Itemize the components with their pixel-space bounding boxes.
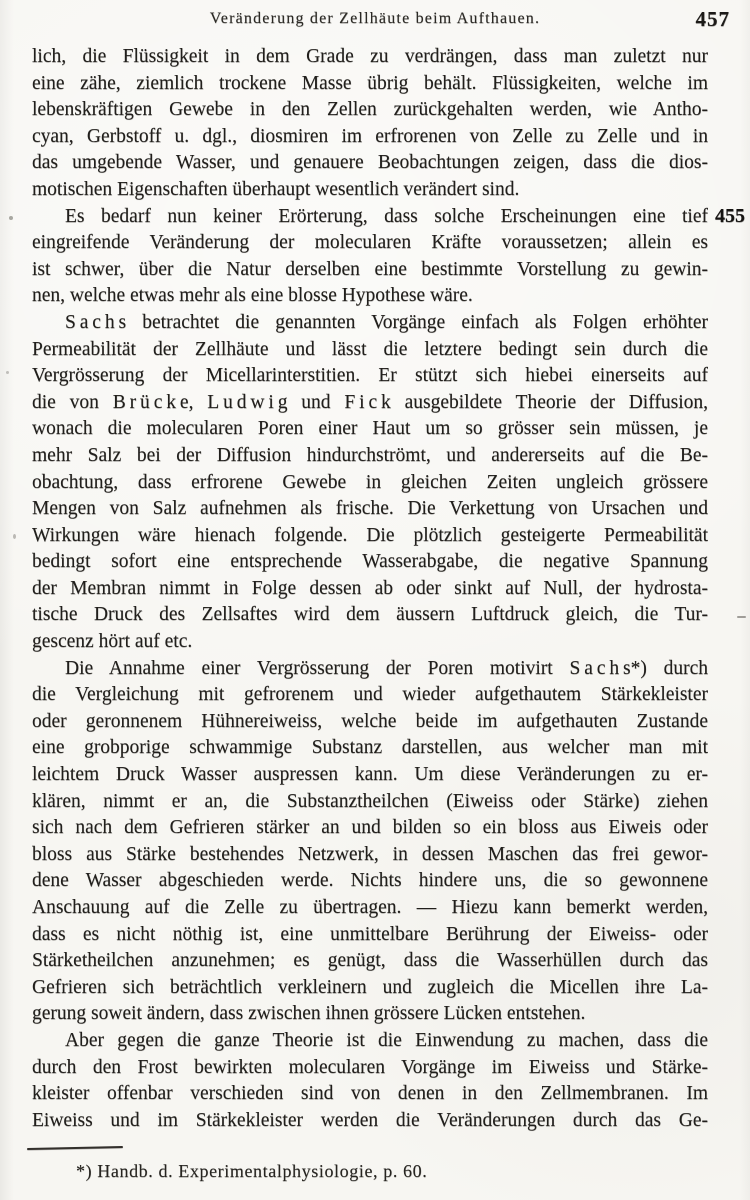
text-line: dene Wasser abgeschieden werde. Nichts hindere uns, die so gewonnene [32, 870, 708, 892]
scan-speck [13, 534, 16, 539]
text-line: mehr Salz bei der Diffusion hindurchströmt, und andererseits auf die Be- [32, 444, 708, 466]
text-line: lebenskräftigen Gewebe in den Zellen zurückgehalten werden, wie Antho- [32, 99, 708, 121]
text-line: lich, die Flüssigkeit in dem Grade zu verdrängen, dass man zuletzt nur [32, 46, 708, 67]
margin-page-ref: 455 [715, 205, 745, 227]
text-line: Eiweiss und im Stärkekleister werden die Veränderungen durch das Ge- [32, 1109, 708, 1131]
scan-speck [6, 371, 9, 374]
text-line: die Vergleichung mit gefrorenem und wieder aufgethautem Stärkekleister [32, 684, 708, 706]
text-line: die von B r ü c k e, L u d w i g und F i c k ausgebildete Theorie der Diffusion, [32, 391, 708, 413]
text-line: eine grobporige schwammige Substanz darstellen, aus welcher man mit [32, 737, 708, 759]
scan-speck [737, 616, 746, 618]
text-line: durch den Frost bewirkten molecularen Vorgänge im Eiweiss und Stärke- [32, 1056, 708, 1078]
text-line: tische Druck des Zellsaftes wird dem äussern Luftdruck gleich, die Tur- [32, 604, 708, 626]
text-line: S a c h s betrachtet die genannten Vorgänge einfach als Folgen erhöhter [65, 311, 708, 333]
text-line: eine zähe, ziemlich trockene Masse übrig behält. Flüssigkeiten, welche im [32, 72, 708, 94]
text-line: Mengen von Salz aufnehmen als frische. Die Verkettung von Ursachen und [32, 498, 708, 520]
text-line: wonach die molecularen Poren einer Haut um so grösser sein müssen, je [32, 418, 708, 440]
footnote-rule [27, 1146, 123, 1150]
footnote-text: *) Handb. d. Experimentalphysiologie, p. 60. [76, 1161, 428, 1181]
text-line: bloss aus Stärke bestehendes Netzwerk, in dessen Maschen das frei gewor- [32, 843, 708, 865]
text-line: eingreifende Veränderung der molecularen Kräfte voraussetzen; allein es [32, 232, 708, 254]
text-line: cyan, Gerbstoff u. dgl., diosmiren im erfrorenen von Zelle zu Zelle und in [32, 125, 708, 147]
text-line: obachtung, dass erfrorene Gewebe in gleichen Zeiten ungleich grössere [32, 471, 708, 493]
text-line: Es bedarf nun keiner Erörterung, dass solche Erscheinungen eine tief [65, 205, 708, 227]
text-line: bedingt sofort eine entsprechende Wasserabgabe, die negative Spannung [32, 551, 708, 573]
text-line: Die Annahme einer Vergrösserung der Poren motivirt S a c h s*) durch [65, 657, 708, 679]
text-line: Anschauung auf die Zelle zu übertragen. — Hiezu kann bemerkt werden, [32, 897, 708, 918]
page-header [0, 7, 750, 37]
text-line: leichtem Druck Wasser auspressen kann. Um diese Veränderungen zu er- [32, 764, 708, 786]
text-line: Stärketheilchen anzunehmen; es genügt, dass die Wasserhüllen durch das [32, 950, 708, 972]
text-line: ist schwer, über die Natur derselben eine bestimmte Vorstellung zu gewin- [32, 258, 708, 280]
body-text [32, 44, 708, 1134]
text-line: Gefrieren sich beträchtlich verkleinern und zugleich die Micellen ihre La- [32, 976, 708, 998]
text-line: oder geronnenem Hühnereiweiss, welche beide im aufgethauten Zustande [32, 710, 708, 732]
text-line: Aber gegen die ganze Theorie ist die Einwendung zu machen, dass die [65, 1029, 708, 1051]
text-line: sich nach dem Gefrieren stärker an und bilden so ein bloss aus Eiweis oder [32, 817, 708, 839]
text-line: das umgebende Wasser, und genauere Beobachtungen zeigen, dass die dios- [32, 152, 708, 174]
text-line: Vergrösserung der Micellarinterstitien. Er stützt sich hiebei einerseits auf [32, 365, 708, 387]
text-line: Permeabilität der Zellhäute und lässt die letztere bedingt sein durch die [32, 338, 708, 360]
running-title: Veränderung der Zellhäute beim Aufthauen. [209, 10, 541, 27]
text-line: gescenz hört auf etc. [32, 631, 193, 653]
text-line: gerung soweit ändern, dass zwischen ihnen grössere Lücken entstehen. [32, 1003, 586, 1025]
scan-speck [9, 216, 13, 220]
text-line: Wirkungen wäre hienach folgende. Die plötzlich gesteigerte Permeabilität [32, 524, 708, 546]
text-line: der Membran nimmt in Folge dessen ab oder sinkt auf Null, der hydrosta- [32, 577, 708, 599]
page-number: 457 [695, 7, 730, 31]
text-line: motischen Eigenschaften überhaupt wesentlich verändert sind. [32, 178, 520, 200]
text-line: kleister offenbar verschieden sind von denen in den Zellmembranen. Im [32, 1083, 708, 1105]
text-line: klären, nimmt er an, die Substanztheilchen (Eiweiss oder Stärke) ziehen [32, 790, 708, 812]
text-line: dass es nicht nöthig ist, eine unmittelbare Berührung der Eiweiss- oder [32, 923, 708, 945]
text-line: nen, welche etwas mehr als eine blosse Hypothese wäre. [32, 285, 473, 307]
